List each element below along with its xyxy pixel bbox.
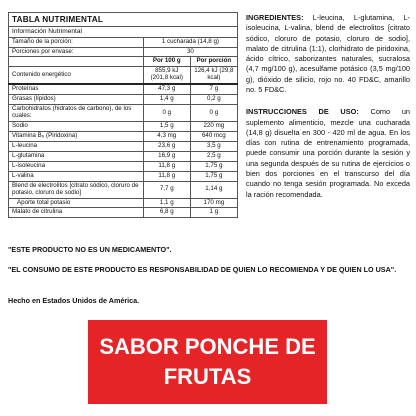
nutrient-name: Proteínas <box>9 84 144 94</box>
nutrient-name: L-valina <box>9 171 144 181</box>
nutrition-facts-table <box>8 12 238 218</box>
not-medicine-warning: "ESTE PRODUCTO NO ES UN MEDICAMENTO". <box>8 245 172 254</box>
table-title: TABLA NUTRIMENTAL <box>9 13 238 27</box>
ingredients-and-instructions <box>246 13 410 200</box>
instructions-paragraph <box>246 107 410 200</box>
nutrient-row <box>9 95 238 105</box>
nutrient-name: L-leucina <box>9 141 144 151</box>
nutrient-per-100g: 6,8 g <box>143 208 190 218</box>
nutrient-row <box>9 122 238 132</box>
nutrient-per-serving: 170 mg <box>190 198 237 208</box>
nutrient-per-100g: 1,4 g <box>143 95 190 105</box>
nutrient-row <box>9 131 238 141</box>
nutrient-name: Grasas (lípidos) <box>9 95 144 105</box>
instructions-text: Como un suplemento alimenticio, mezcle una cucharada (14,8 g) disuelta en 300 - 420 ml de agua. En los días con rutina de entrenamiento programada, puede consumir una porción durante la sesión y una segunda después de su rutina de ejercicios o bien dos porciones en el transcurso del día cuando no tenga sesión programada. No exceda la ración recomendada. <box>246 107 410 199</box>
nutrient-per-100g: 11,8 g <box>143 171 190 181</box>
nutrient-row <box>9 151 238 161</box>
nutrient-row <box>9 141 238 151</box>
nutrient-row <box>9 84 238 94</box>
nutrient-rows <box>9 67 238 218</box>
nutrient-name: Aporte total potasio <box>9 198 144 208</box>
flavor-line-1: SABOR PONCHE DE <box>99 334 316 360</box>
nutrient-name: L-isoleucina <box>9 161 144 171</box>
servings-value: 30 <box>143 47 237 57</box>
responsibility-warning: "EL CONSUMO DE ESTE PRODUCTO ES RESPONSABILIDAD DE QUIEN LO RECOMIENDA Y DE QUIEN LO USA". <box>8 265 397 274</box>
nutrient-per-serving: 0,2 g <box>190 95 237 105</box>
flavor-banner <box>88 320 327 404</box>
made-in-note: Hecho en Estados Unidos de América. <box>8 296 140 305</box>
ingredients-text: L-leucina, L-glutamina, L-isoleucina, L-valina, blend de electrolitos [citrato sódico, cloruro de potasio, cloruro de sodio], malato de citrulina (1:1), clorhidrato de piridoxina, ácido cítrico, saborizantes naturales, sucralosa (4,7 mg/100 g), acesulfame potásico (3,5 mg/100 g), dióxido de silicio, rojo no. 40 FD&C, amarillo no. 5 FD&C. <box>246 13 410 94</box>
nutrient-per-serving: 2,5 g <box>190 151 237 161</box>
nutrient-per-serving: 1,14 g <box>190 181 237 198</box>
nutrient-row <box>9 105 238 122</box>
nutrient-name: Sodio <box>9 122 144 132</box>
nutrient-per-100g: 1,5 g <box>143 122 190 132</box>
nutrient-name: Contenido energético <box>9 67 144 84</box>
nutrient-row <box>9 181 238 198</box>
col-header-per-100g: Por 100 g <box>143 57 190 67</box>
nutrient-per-serving: 1,75 g <box>190 161 237 171</box>
nutrient-per-100g: 23,6 g <box>143 141 190 151</box>
col-header-per-serving: Por porción <box>190 57 237 67</box>
nutrient-per-100g: 47,3 g <box>143 84 190 94</box>
instructions-heading: INSTRUCCIONES DE USO: <box>246 107 359 117</box>
ingredients-paragraph <box>246 13 410 95</box>
nutrient-row <box>9 198 238 208</box>
nutrient-per-100g: 4,3 mg <box>143 131 190 141</box>
nutrient-name: Vitamina B₆ (Piridoxina) <box>9 131 144 141</box>
nutrient-per-100g: 855,9 kJ (201,8 kcal) <box>143 67 190 84</box>
ingredients-heading: INGREDIENTES: <box>246 13 304 22</box>
nutrient-row <box>9 208 238 218</box>
nutrient-per-100g: 1,1 g <box>143 198 190 208</box>
flavor-line-2: FRUTAS <box>163 364 252 389</box>
serving-size-label: Tamaño de la porción: <box>9 37 144 47</box>
nutrient-per-100g: 16,9 g <box>143 151 190 161</box>
nutrient-name: Blend de electrolitos [citrato sódico, cloruro de potasio, cloruro de sodio] <box>9 181 144 198</box>
nutrient-per-serving: 126,4 kJ (29,8 kcal) <box>190 67 237 84</box>
table-subtitle: Información Nutrimental <box>9 27 238 37</box>
nutrient-per-serving: 0 g <box>190 105 237 122</box>
nutrient-per-serving: 640 mcg <box>190 131 237 141</box>
nutrient-name: Carbohidratos (hidratos de carbono), de los cuales: <box>9 105 144 122</box>
serving-size-value: 1 cucharada (14,8 g) <box>143 37 237 47</box>
header-empty-cell <box>9 57 144 67</box>
nutrient-per-serving: 1 g <box>190 208 237 218</box>
servings-label: Porciones por envase: <box>9 47 144 57</box>
nutrient-per-100g: 11,8 g <box>143 161 190 171</box>
nutrient-per-serving: 7 g <box>190 84 237 94</box>
nutrient-row <box>9 67 238 84</box>
nutrient-per-serving: 3,5 g <box>190 141 237 151</box>
nutrient-per-serving: 220 mg <box>190 122 237 132</box>
nutrient-per-100g: 7,7 g <box>143 181 190 198</box>
nutrient-per-100g: 0 g <box>143 105 190 122</box>
nutrient-per-serving: 1,75 g <box>190 171 237 181</box>
nutrient-name: L-glutamina <box>9 151 144 161</box>
nutrient-name: Malato de citrulina <box>9 208 144 218</box>
nutrient-row <box>9 171 238 181</box>
nutrient-row <box>9 161 238 171</box>
